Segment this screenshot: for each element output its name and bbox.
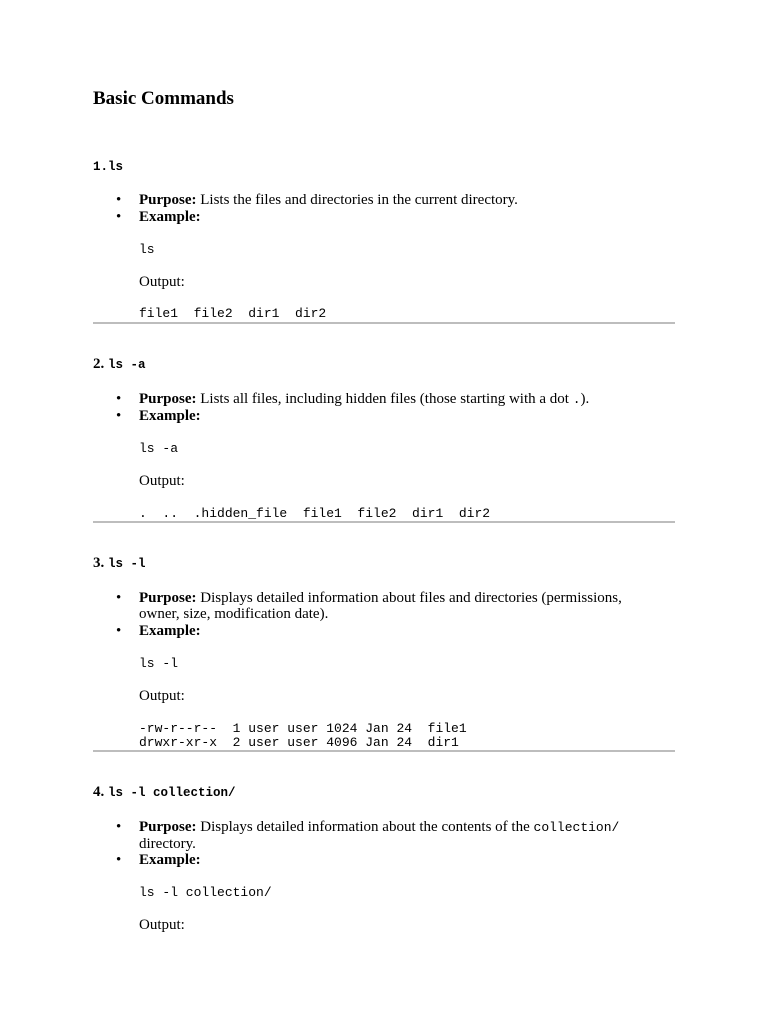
example-code: ls -l collection/ [139,885,272,900]
bullet-icon: • [116,590,122,606]
bullet-icon: • [116,408,122,424]
output-label: Output: [139,688,185,704]
section-command: ls -l collection/ [108,786,236,800]
output-code: . .. .hidden_file file1 file2 dir1 dir2 [139,506,491,521]
section-number: 1. [93,160,109,174]
bullet-icon: • [116,852,122,868]
example-label: Example: [139,209,201,225]
section-3-heading [93,555,146,572]
purpose-text-line2: directory. [139,836,196,852]
output-code-line: -rw-r--r-- 1 user user 1024 Jan 24 file1 [139,721,467,736]
section-divider [93,750,675,752]
output-label: Output: [139,473,185,489]
section-4-heading [93,784,236,801]
section-1-heading [93,160,123,174]
section-divider [93,521,675,523]
purpose-item [139,590,622,607]
section-2-heading [93,356,146,373]
purpose-label: Purpose: [139,391,197,407]
output-code-line: drwxr-xr-x 2 user user 4096 Jan 24 dir1 [139,735,459,750]
purpose-text: Displays detailed information about files and directories (permissions, [200,590,622,606]
purpose-label: Purpose: [139,819,197,835]
example-item [139,623,201,640]
example-code: ls -l [139,656,179,671]
section-command: ls -l [108,557,146,571]
section-command: ls [108,160,124,174]
output-label: Output: [139,274,185,290]
bullet-icon: • [116,623,122,639]
purpose-text: Lists the files and directories in the current directory. [200,192,518,208]
bullet-icon: • [116,209,122,225]
example-code: ls -a [139,441,179,456]
purpose-item [139,391,589,408]
example-item [139,852,201,869]
example-label: Example: [139,852,201,868]
section-divider [93,322,675,324]
purpose-text-end: ). [580,391,590,407]
purpose-label: Purpose: [139,192,197,208]
example-item [139,209,201,226]
purpose-text-line2: owner, size, modification date). [139,606,329,622]
section-number: 3. [93,555,105,571]
purpose-code: collection/ [533,820,620,835]
purpose-code: . [572,392,581,407]
example-label: Example: [139,623,201,639]
section-command: ls -a [108,358,146,372]
purpose-text: Lists all files, including hidden files (those starting with a dot [200,391,573,407]
purpose-item [139,192,518,209]
example-label: Example: [139,408,201,424]
purpose-item [139,819,619,836]
section-number: 2. [93,356,105,372]
example-item [139,408,201,425]
bullet-icon: • [116,819,122,835]
section-number: 4. [93,784,105,800]
output-label: Output: [139,917,185,933]
bullet-icon: • [116,391,122,407]
page-title: Basic Commands [93,88,234,109]
output-code: file1 file2 dir1 dir2 [139,306,327,321]
purpose-text: Displays detailed information about the contents of the [200,819,534,835]
bullet-icon: • [116,192,122,208]
example-code: ls [139,242,155,257]
purpose-label: Purpose: [139,590,197,606]
